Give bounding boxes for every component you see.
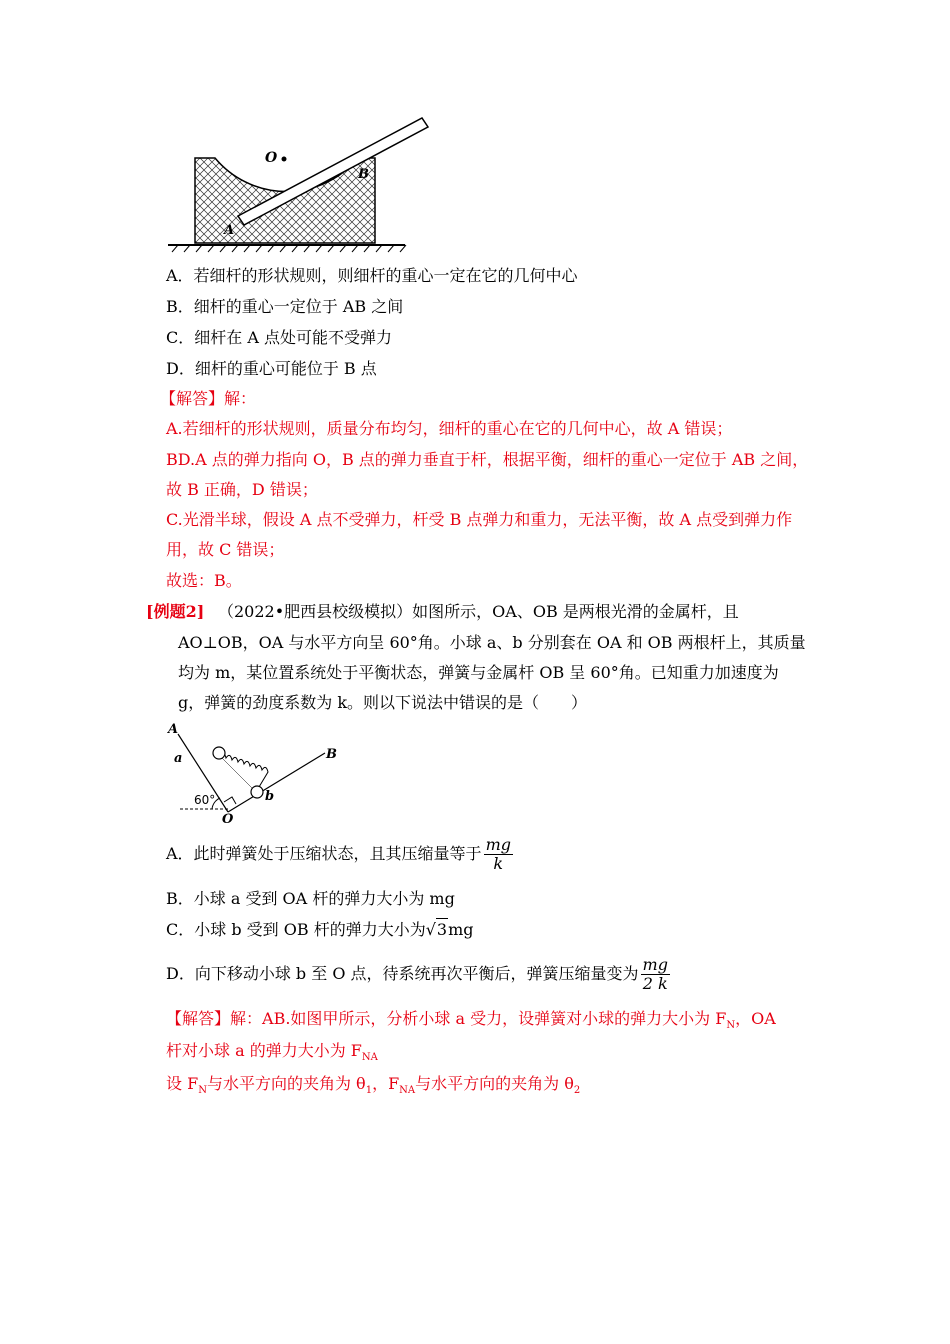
- rod-ob: [228, 753, 325, 812]
- q2-option-d: [166, 954, 670, 994]
- answer-line: A.若细杆的形状规则，质量分布均匀，细杆的重心在它的几何中心，故 A 错误；: [166, 419, 733, 438]
- answer-line: BD.A 点的弹力指向 O，B 点的弹力垂直于杆，根据平衡，细杆的重心一定位于 AB 之间，: [166, 450, 809, 469]
- answer2-line1: [166, 1008, 776, 1037]
- example-tag: [例题2]: [146, 602, 205, 621]
- center-dot: [282, 157, 287, 162]
- answer2-text: 与水平方向的夹角为 θ: [206, 1074, 366, 1093]
- label-o: O: [222, 812, 234, 825]
- fraction-denominator: 2 k: [642, 974, 668, 993]
- label-a-rod: A: [168, 722, 179, 737]
- label-o: O: [265, 150, 278, 166]
- subscript: 2: [573, 1085, 581, 1097]
- answer-heading: [160, 388, 256, 410]
- subscript: 1: [365, 1085, 373, 1097]
- q2-option-b: B．小球 a 受到 OA 杆的弹力大小为 mg: [166, 889, 455, 908]
- answer-tag: 【解答】: [160, 389, 225, 408]
- option-b: B．细杆的重心一定位于 AB 之间: [166, 297, 404, 316]
- sqrt-radicand: 3: [436, 920, 448, 939]
- bowl-rod-figure: [160, 110, 440, 255]
- ball-a: [213, 747, 225, 759]
- fraction-numerator: mg: [485, 835, 511, 854]
- answer-line: 用，故 C 错误；: [166, 540, 285, 559]
- sqrt-expression: [426, 918, 448, 941]
- example-text: （2022•肥西县校级模拟）如图所示，OA、OB 是两根光滑的金属杆，且: [218, 602, 739, 621]
- fraction-numerator: mg: [642, 955, 668, 974]
- option-d: D．细杆的重心可能位于 B 点: [166, 359, 377, 378]
- answer-line: 故 B 正确，D 错误；: [166, 480, 318, 499]
- label-b-rod: B: [326, 747, 337, 762]
- subscript: N: [198, 1085, 207, 1097]
- q2-option-d-text: D．向下移动小球 b 至 O 点，待系统再次平衡后，弹簧压缩量变为: [166, 964, 639, 983]
- right-angle-mark: [224, 797, 236, 804]
- option-a: A．若细杆的形状规则，则细杆的重心一定在它的几何中心: [166, 266, 578, 285]
- subscript: N: [726, 1020, 736, 1032]
- label-a: A: [224, 223, 235, 238]
- answer2-text: ，F: [372, 1074, 400, 1093]
- example-text: g，弹簧的劲度系数为 k。则以下说法中错误的是（ ）: [178, 693, 588, 712]
- answer2-tag: 【解答】: [166, 1009, 231, 1028]
- q2-option-a: [166, 834, 513, 874]
- subscript: NA: [399, 1085, 416, 1097]
- answer2-line3: [166, 1073, 580, 1102]
- fraction-denominator: k: [493, 854, 504, 873]
- q2-option-a-text: A．此时弹簧处于压缩状态，且其压缩量等于: [166, 844, 482, 863]
- answer-line: 故选：B。: [166, 571, 242, 590]
- q2-option-c: [166, 918, 474, 941]
- answer2-text: 解：AB.如图甲所示，分析小球 a 受力，设弹簧对小球的弹力大小为 F: [230, 1009, 727, 1028]
- angle-label: 60°: [194, 793, 216, 807]
- fraction-mg-k: [484, 836, 513, 873]
- example-text: AO⊥OB，OA 与水平方向呈 60°角。小球 a、b 分别套在 OA 和 OB 两根杆上，其质量: [178, 633, 806, 652]
- answer-tag-suffix: 解：: [224, 389, 257, 408]
- spring: [220, 753, 268, 792]
- label-b-ball: b: [265, 789, 275, 804]
- subscript: NA: [361, 1052, 378, 1064]
- answer2-text: 与水平方向的夹角为 θ: [415, 1074, 574, 1093]
- answer2-line2: [166, 1040, 378, 1069]
- answer2-text: 设 F: [166, 1074, 199, 1093]
- ball-b: [251, 786, 263, 798]
- q2-option-c-text: C．小球 b 受到 OB 杆的弹力大小为: [166, 920, 426, 939]
- label-b: B: [358, 167, 369, 182]
- label-a-ball: a: [174, 751, 183, 766]
- answer2-text: ，OA: [735, 1009, 776, 1028]
- spring-rod-figure: [160, 720, 350, 825]
- fraction-mg-2k: [641, 956, 670, 993]
- sqrt-sign: √: [425, 920, 436, 939]
- example-text: 均为 m，某位置系统处于平衡状态，弹簧与金属杆 OB 呈 60°角。已知重力加速度为: [178, 663, 779, 682]
- q2-option-c-tail: mg: [448, 920, 474, 939]
- option-c: C．细杆在 A 点处可能不受弹力: [166, 328, 392, 347]
- answer-line: C.光滑半球，假设 A 点不受弹力，杆受 B 点弹力和重力，无法平衡，故 A 点受到弹力作: [166, 510, 793, 529]
- answer2-text: 杆对小球 a 的弹力大小为 F: [166, 1041, 362, 1060]
